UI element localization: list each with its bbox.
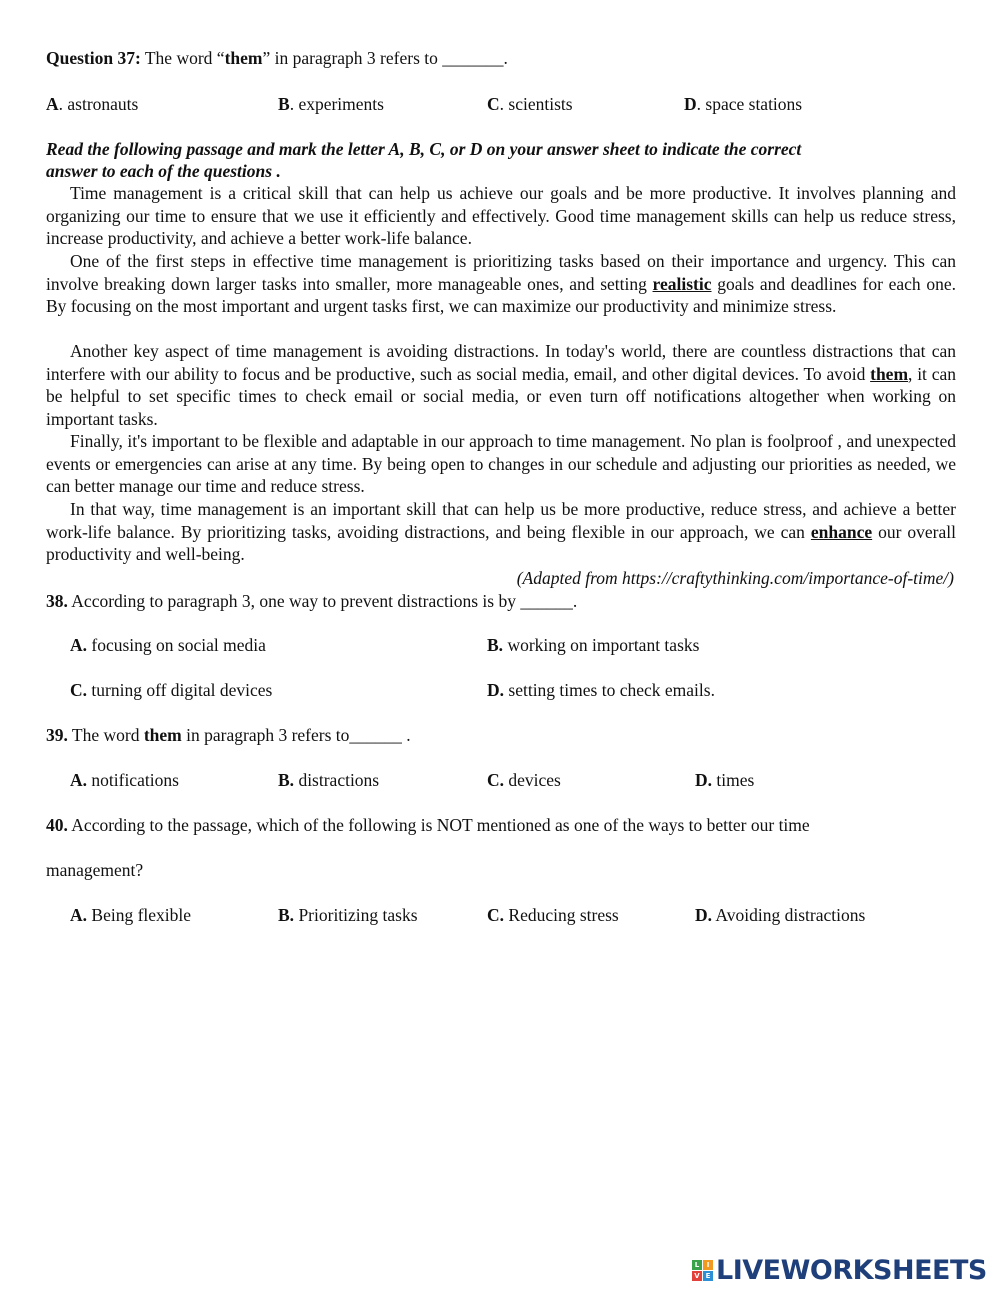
q40-option-d[interactable] bbox=[695, 904, 865, 926]
option-text: Avoiding distractions bbox=[712, 905, 866, 925]
option-text: . experiments bbox=[289, 94, 384, 114]
option-letter: A. bbox=[70, 770, 88, 790]
question-label: Question 37: bbox=[46, 48, 141, 68]
liveworksheets-logo[interactable] bbox=[692, 1253, 987, 1287]
question-keyword: them bbox=[143, 725, 182, 745]
option-letter: A bbox=[46, 94, 59, 114]
question-text: According to paragraph 3, one way to prevent distractions is by ______. bbox=[67, 591, 578, 611]
instruction-line-1: Read the following passage and mark the letter A, B, C, or D on your answer sheet to indicate the correct bbox=[46, 139, 802, 159]
option-text: turning off digital devices bbox=[87, 680, 273, 700]
keyword-enhance: enhance bbox=[810, 521, 873, 542]
option-text: . space stations bbox=[696, 94, 803, 114]
option-letter: B bbox=[278, 94, 290, 114]
option-text: Being flexible bbox=[87, 905, 192, 925]
question-40 bbox=[46, 814, 810, 836]
q38-option-b[interactable] bbox=[487, 634, 699, 656]
option-letter: D. bbox=[695, 905, 713, 925]
option-letter: A. bbox=[70, 635, 88, 655]
option-letter: C bbox=[487, 94, 500, 114]
option-letter: C. bbox=[70, 680, 88, 700]
option-letter: C. bbox=[487, 905, 505, 925]
question-38 bbox=[46, 590, 577, 612]
q40-option-a[interactable] bbox=[70, 904, 191, 926]
q39-option-c[interactable] bbox=[487, 769, 561, 791]
logo-text: LIVEWORKSHEETS bbox=[716, 1254, 987, 1286]
q37-option-d[interactable] bbox=[684, 93, 802, 115]
logo-mark-letter: V bbox=[692, 1271, 702, 1281]
q40-option-b[interactable] bbox=[278, 904, 418, 926]
option-letter: C. bbox=[487, 770, 505, 790]
option-text: Prioritizing tasks bbox=[294, 905, 418, 925]
logo-mark-letter: L bbox=[692, 1260, 702, 1270]
paragraph-text: our overall productivity and well-being. bbox=[46, 521, 956, 565]
option-text: . astronauts bbox=[58, 94, 139, 114]
option-text: . scientists bbox=[499, 94, 573, 114]
question-text-post: ” in paragraph 3 refers to _______. bbox=[262, 48, 508, 68]
q38-option-c[interactable] bbox=[70, 679, 272, 701]
paragraph-text: Another key aspect of time management is avoiding distractions. In today's world, there are countless distractions that can interfere with our ability to focus and be productive, such as social media, email, and other digital devices. To avoid bbox=[46, 341, 956, 384]
logo-mark-letter: I bbox=[703, 1260, 713, 1270]
paragraph-text: Time management is a critical skill that can help us achieve our goals and be more productive. It involves planning and organizing our time to ensure that we use it efficiently and effectively. Good time management skills can help us reduce stress, increase productivity, and achieve a better work-life balance. bbox=[46, 183, 956, 249]
question-text: According to the passage, which of the following is NOT mentioned as one of the ways to better our time bbox=[67, 815, 810, 835]
option-text: notifications bbox=[87, 770, 179, 790]
logo-mark-icon bbox=[692, 1260, 713, 1281]
question-text-pre: The word bbox=[67, 725, 144, 745]
q37-option-a[interactable] bbox=[46, 93, 138, 115]
option-text: Reducing stress bbox=[504, 905, 619, 925]
option-letter: D. bbox=[487, 680, 505, 700]
option-letter: B. bbox=[278, 770, 295, 790]
q39-option-b[interactable] bbox=[278, 769, 379, 791]
option-text: distractions bbox=[294, 770, 380, 790]
passage-source: (Adapted from https://craftythinking.com/importance-of-time/) bbox=[516, 568, 954, 588]
logo-mark-letter: E bbox=[703, 1271, 713, 1281]
passage-paragraph-3 bbox=[46, 340, 956, 430]
q37-option-c[interactable] bbox=[487, 93, 573, 115]
passage-paragraph-5 bbox=[46, 498, 956, 566]
paragraph-text: One of the first steps in effective time management is prioritizing tasks based on their importance and urgency. This can involve breaking down larger tasks into smaller, more manageable ones, and setting bbox=[46, 251, 956, 294]
passage-paragraph-4 bbox=[46, 430, 956, 498]
q38-option-d[interactable] bbox=[487, 679, 715, 701]
paragraph-text: In that way, time management is an important skill that can help us be more productive, reduce stress, and achieve a better work-life balance. By prioritizing tasks, avoiding distractions, and being flexible in our approach, we can bbox=[46, 499, 956, 542]
question-number: 39. bbox=[46, 725, 68, 745]
option-text: working on important tasks bbox=[503, 635, 700, 655]
option-letter: D. bbox=[695, 770, 713, 790]
option-text: devices bbox=[504, 770, 561, 790]
question-40-continued: management? bbox=[46, 860, 144, 880]
q39-option-a[interactable] bbox=[70, 769, 179, 791]
option-letter: B. bbox=[278, 905, 295, 925]
option-text: focusing on social media bbox=[87, 635, 266, 655]
passage-paragraph-1 bbox=[46, 182, 956, 250]
option-text: times bbox=[712, 770, 755, 790]
passage-paragraph-2 bbox=[46, 250, 956, 318]
question-37 bbox=[46, 47, 508, 69]
question-number: 38. bbox=[46, 591, 68, 611]
keyword-them: them bbox=[870, 363, 909, 384]
q38-option-a[interactable] bbox=[70, 634, 266, 656]
question-text-pre: The word “ bbox=[140, 48, 225, 68]
option-letter: D bbox=[684, 94, 697, 114]
q39-option-d[interactable] bbox=[695, 769, 754, 791]
keyword-realistic: realistic bbox=[652, 273, 712, 294]
question-number: 40. bbox=[46, 815, 68, 835]
paragraph-text: , it can be helpful to set specific times to check email or social media, or even turn off notifications altogether when working on important tasks. bbox=[46, 363, 956, 429]
question-39 bbox=[46, 724, 411, 746]
q37-option-b[interactable] bbox=[278, 93, 384, 115]
paragraph-text: Finally, it's important to be flexible and adaptable in our approach to time management. No plan is foolproof , and unexpected events or emergencies can arise at any time. By being open to changes in our schedule and adjusting our priorities as needed, we can better manage our time and reduce stress. bbox=[46, 431, 956, 497]
option-text: setting times to check emails. bbox=[504, 680, 715, 700]
question-text-post: in paragraph 3 refers to______ . bbox=[181, 725, 411, 745]
option-letter: B. bbox=[487, 635, 504, 655]
instruction-line-2: answer to each of the questions . bbox=[46, 161, 281, 181]
question-keyword: them bbox=[224, 48, 263, 68]
paragraph-text: goals and deadlines for each one. By focusing on the most important and urgent tasks first, we can maximize our productivity and minimize stress. bbox=[46, 273, 956, 317]
option-letter: A. bbox=[70, 905, 88, 925]
q40-option-c[interactable] bbox=[487, 904, 619, 926]
